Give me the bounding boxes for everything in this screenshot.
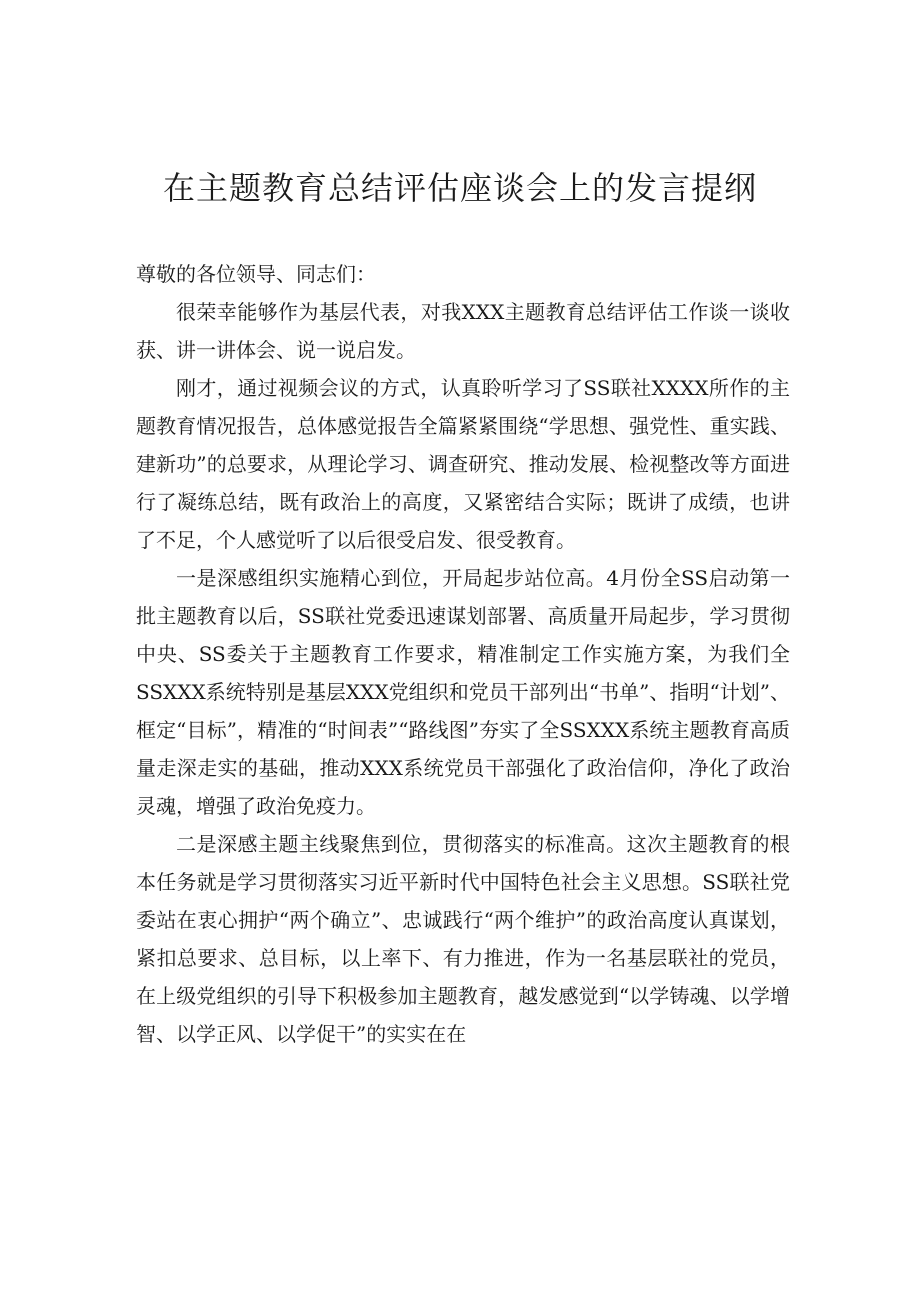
- paragraph-point-one: 一是深感组织实施精心到位，开局起步站位高。4月份全SS启动第一批主题教育以后，SS联社党委迅速谋划部署、高质量开局起步，学习贯彻中央、SS委关于主题教育工作要求，精准制定工作实施方案，为我们全SSXXX系统特别是基层XXX党组织和党员干部列出“书单”、指明“计划”、框定“目标”，精准的“时间表”“路线图”夯实了全SSXXX系统主题教育高质量走深走实的基础，推动XXX系统党员干部强化了政治信仰，净化了政治灵魂，增强了政治免疫力。: [136, 566, 790, 818]
- document-body: [136, 255, 790, 1053]
- paragraph-report-impression: 刚才，通过视频会议的方式，认真聆听学习了SS联社XXXX所作的主题教育情况报告，总体感觉报告全篇紧紧围绕“学思想、强党性、重实践、建新功”的总要求，从理论学习、调查研究、推动发展、检视整改等方面进行了凝练总结，既有政治上的高度，又紧密结合实际；既讲了成绩，也讲了不足，个人感觉听了以后很受启发、很受教育。: [136, 376, 790, 552]
- document-title: 在主题教育总结评估座谈会上的发言提纲: [162, 169, 757, 207]
- paragraph-point-two: 二是深感主题主线聚焦到位，贯彻落实的标准高。这次主题教育的根本任务就是学习贯彻落实习近平新时代中国特色社会主义思想。SS联社党委站在衷心拥护“两个确立”、忠诚践行“两个维护”的政治高度认真谋划，紧扣总要求、总目标，以上率下、有力推进，作为一名基层联社的党员，在上级党组织的引导下积极参加主题教育，越发感觉到“以学铸魂、以学增智、以学正风、以学促干”的实实在在: [136, 832, 790, 1046]
- paragraph-intro: 很荣幸能够作为基层代表，对我XXX主题教育总结评估工作谈一谈收获、讲一讲体会、说一说启发。: [136, 300, 790, 362]
- salutation: 尊敬的各位领导、同志们：: [136, 262, 376, 286]
